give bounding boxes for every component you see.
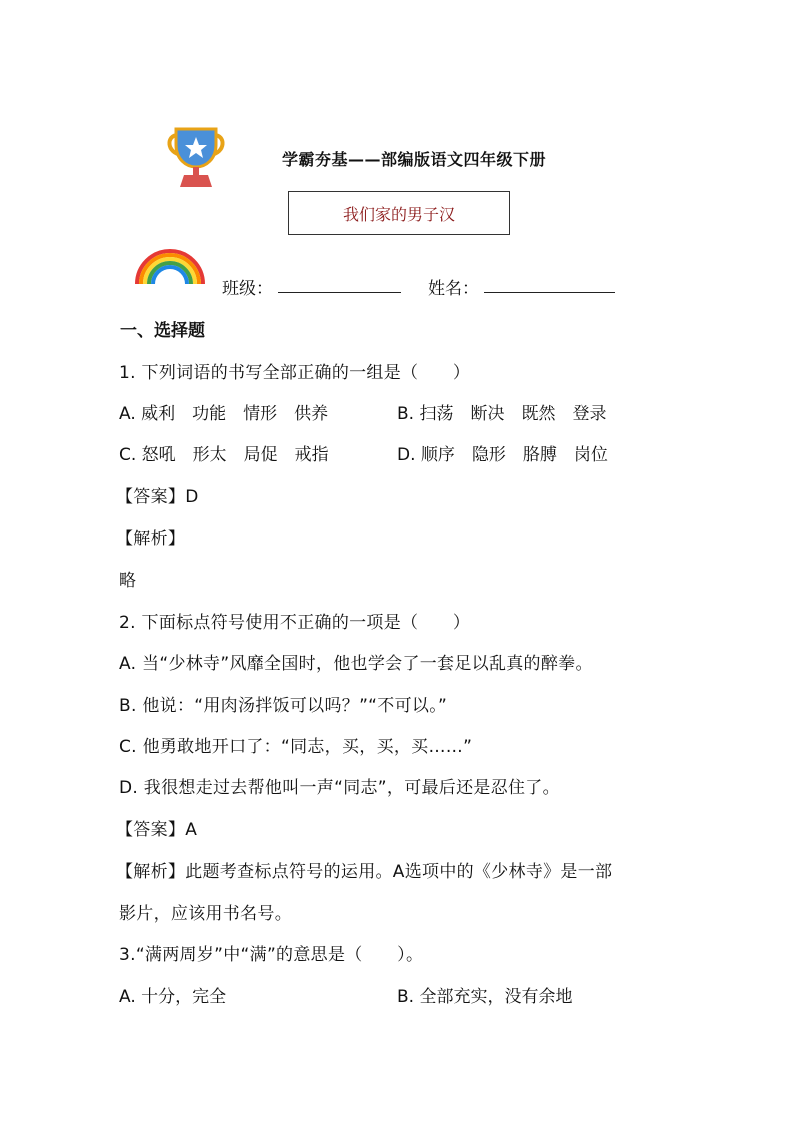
question-1-option-c: C. 怒吼 形太 局促 戒指 — [119, 445, 329, 465]
question-3-stem: 3.“满两周岁”中“满”的意思是（ ）。 — [119, 945, 424, 965]
section-heading: 一、选择题 — [120, 321, 205, 341]
question-2-analysis-line2: 影片，应该用书名号。 — [119, 904, 292, 924]
trophy-icon — [166, 127, 226, 189]
question-2-analysis-line1: 【解析】此题考查标点符号的运用。A选项中的《少林寺》是一部 — [116, 862, 613, 882]
question-1-analysis: 略 — [119, 571, 137, 591]
question-1-stem: 1. 下列词语的书写全部正确的一组是（ ） — [119, 363, 471, 383]
lesson-title-box — [288, 191, 510, 235]
rainbow-icon — [133, 246, 207, 286]
lesson-title: 我们家的男子汉 — [342, 204, 455, 224]
question-2-answer: 【答案】A — [116, 820, 198, 840]
question-2-stem: 2. 下面标点符号使用不正确的一项是（ ） — [119, 613, 471, 633]
question-1-analysis-label: 【解析】 — [116, 529, 186, 549]
question-3-option-b: B. 全部充实，没有余地 — [397, 987, 573, 1007]
question-2-option-c: C. 他勇敢地开口了：“同志，买，买，买……” — [119, 737, 473, 757]
question-1-option-a: A. 威利 功能 情形 供养 — [119, 404, 329, 424]
class-input-line[interactable] — [278, 292, 401, 293]
name-input-line[interactable] — [484, 292, 615, 293]
question-1-answer: 【答案】D — [116, 487, 199, 507]
question-2-option-d: D. 我很想走过去帮他叫一声“同志”，可最后还是忍住了。 — [119, 778, 560, 798]
question-2-option-b: B. 他说：“用肉汤拌饭可以吗？”“不可以。” — [119, 696, 448, 716]
question-1-option-d: D. 顺序 隐形 胳膊 岗位 — [397, 445, 608, 465]
document-header-title: 学霸夯基——部编版语文四年级下册 — [282, 150, 547, 169]
question-2-option-a: A. 当“少林寺”风靡全国时，他也学会了一套足以乱真的醉拳。 — [119, 654, 593, 674]
question-1-option-b: B. 扫荡 断决 既然 登录 — [397, 404, 607, 424]
name-label: 姓名： — [428, 279, 479, 299]
class-label: 班级： — [222, 279, 273, 299]
question-3-option-a: A. 十分，完全 — [119, 987, 227, 1007]
